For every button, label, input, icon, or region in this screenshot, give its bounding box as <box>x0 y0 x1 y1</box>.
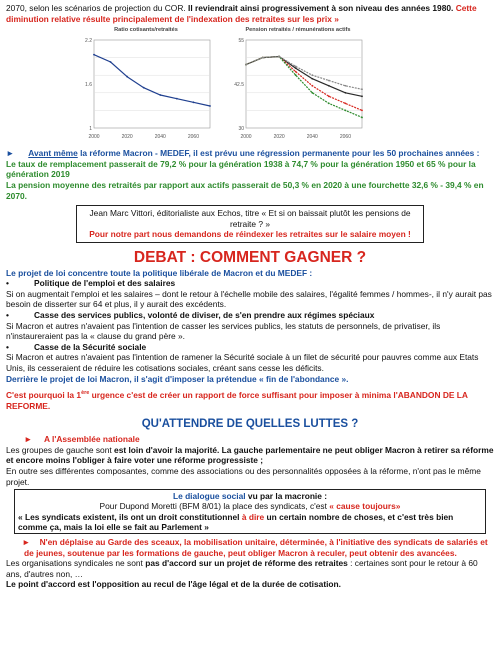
data-point <box>209 105 211 107</box>
dialogue-line2: Pour Dupond Moretti (BFM 8/01) la place des syndicats, c'est « cause toujours» <box>99 501 401 512</box>
arrow-icon: ► <box>24 434 33 445</box>
x-tick-label: 2000 <box>240 134 252 141</box>
bullet-icon: • <box>6 310 9 321</box>
debat-heading: DEBAT : COMMENT GAGNER ? <box>133 248 367 266</box>
data-point <box>295 66 297 68</box>
x-tick-label: 2020 <box>273 134 285 141</box>
x-tick-label: 2060 <box>187 134 199 141</box>
data-point <box>295 71 297 73</box>
emploi-text: Si on augmentait l'emploi et les salaires – dont le retour à l'échelle mobile des salaires, l'égalité femmes / hommes-, il n'y aurait pas besoin de disserter sur 64 et plus, il y aurait des excédents. <box>6 288 492 310</box>
chart-ratio-title: Ratio cotisants/retraités <box>114 27 178 34</box>
chart-pension-title: Pension retraités / rémunérations actifs <box>245 27 351 34</box>
data-point <box>328 103 330 105</box>
syndicats-p3: Le point d'accord est l'opposition au recul de l'âge légal et de la durée de cotisation. <box>6 579 341 590</box>
plot-area <box>94 40 210 128</box>
data-point <box>328 85 330 87</box>
data-point <box>245 64 247 66</box>
data-point <box>361 110 363 112</box>
data-point <box>93 54 95 56</box>
data-point <box>295 67 297 69</box>
syndicats-p2: Les organisations syndicales ne sont pas d'accord sur un projet de réforme des retraites : certaines sont pour le retour à 60 ans, d'autres non, … <box>6 558 478 579</box>
x-tick-label: 2020 <box>121 134 133 141</box>
y-tick-label: 2.2 <box>85 38 92 45</box>
data-point <box>193 102 195 104</box>
y-tick-label: 42.5 <box>234 82 244 89</box>
data-point <box>295 74 297 76</box>
data-point <box>311 78 313 80</box>
y-tick-label: 1 <box>89 126 92 133</box>
data-point <box>345 92 347 94</box>
intro-paragraph <box>6 3 494 24</box>
dialogue-title: Le dialogue social vu par la macronie : <box>172 491 328 502</box>
quote-box <box>76 205 424 243</box>
arrow-icon: ► <box>6 148 15 159</box>
y-tick-label: 55 <box>238 38 244 45</box>
y-tick-label: 30 <box>238 126 244 133</box>
data-point <box>328 80 330 82</box>
an-heading: ► A l'Assemblée nationale <box>24 434 140 445</box>
chart-pension <box>228 27 368 145</box>
urgence-text: C'est pourquoi la 1ère urgence c'est de créer un rapport de force suffisant pour imposer à minima l'ABANDON DE LA REFORME. <box>6 389 468 411</box>
data-point <box>143 87 145 89</box>
dialogue-quote: « Les syndicats existent, ils ont un droit constitutionnel à dire un certain nombre de choses, et c'est très bien comme ça, mais la loi elle se fait au Parlement » <box>18 511 454 532</box>
data-point <box>176 98 178 100</box>
bullet-icon: • <box>6 278 9 289</box>
data-point <box>126 76 128 78</box>
chart-ratio <box>76 27 216 145</box>
intro-bold: Il reviendrait ainsi progressivement à son niveau des années 1980. <box>188 3 456 13</box>
an-paragraph: Les groupes de gauche sont est loin d'avoir la majorité. La gauche parlementaire ne peut obliger Macron à retirer sa réforme et encore moins l'obliger à faire voter une réforme progressiste ; <box>6 444 494 466</box>
x-tick-label: 2000 <box>88 134 100 141</box>
quote-line1: Jean Marc Vittori, éditorialiste aux Echos, titre « Et si on baissait plutôt les pensions de retraite ? » <box>89 208 411 229</box>
pension-moyenne: La pension moyenne des retraités par rapport aux actifs passerait de 50,3 % en 2020 à une fourchette 32,6 % - 39,4 % en 2070. <box>6 179 484 201</box>
data-point <box>262 57 264 59</box>
data-point <box>345 85 347 87</box>
data-point <box>345 110 347 112</box>
dialogue-box <box>14 489 486 534</box>
arrow-icon: ► <box>22 536 31 547</box>
secu-text: Si Macron et autres n'avaient pas l'intention de ramener la Sécurité sociale à un filet de sécurité pour pauvres comme aux Etats Unis, ils cesseraient de réduire les cotisations sociales, créant sans cesse les déficits. <box>6 352 479 373</box>
data-point <box>278 56 280 58</box>
derriere-text: Derrière le projet de loi Macron, il s'agit d'imposer la prétendue « fin de l'abondance ». <box>6 373 349 384</box>
data-point <box>110 61 112 63</box>
data-point <box>361 89 363 91</box>
debat-intro: Le projet de loi concentre toute la politique libérale de Macron et du MEDEF : <box>6 267 313 278</box>
data-point <box>311 74 313 76</box>
syndicats-red: ► N'en déplaise au Garde des sceaux, la mobilisation unitaire, déterminée, à l'initiative des syndicats de salariés et de jeunes, soutenue par les formations de gauche, peut obliger Macron à reculer, peut obtenir des avancées. <box>22 536 488 558</box>
macron-lead <box>6 148 494 159</box>
luttes-heading: QU'ATTENDRE DE QUELLES LUTTES ? <box>141 418 359 431</box>
an-paragraph-2: En outre ses différentes composantes, comme des associations ou des personnalités opposées à la réforme, n'ont pas le même projet. <box>6 465 481 487</box>
y-tick-label: 1.6 <box>85 82 92 89</box>
chart-ratio-svg <box>76 34 216 144</box>
bullet-secu: • Casse de la Sécurité sociale <box>6 341 147 352</box>
data-point <box>311 92 313 94</box>
x-tick-label: 2040 <box>306 134 318 141</box>
data-point <box>345 103 347 105</box>
intro-text: 2070, selon les scénarios de projection du COR. <box>6 3 189 13</box>
data-point <box>328 96 330 98</box>
macron-lead-rest: la réforme Macron - MEDEF, il est prévu une régression permanente pour les 50 prochaines années : <box>77 148 480 159</box>
data-point <box>361 96 363 98</box>
macron-lead-underlined: Avant même <box>28 148 78 159</box>
plot-area <box>246 40 362 128</box>
bullet-services: • Casse des services publics, volonté de diviser, de s'en prendre aux régimes spéciaux <box>6 310 375 321</box>
x-tick-label: 2060 <box>339 134 351 141</box>
data-point <box>361 117 363 119</box>
quote-demand: Pour notre part nous demandons de réindexer les retraites sur le salaire moyen ! <box>89 229 411 240</box>
intro-red: Cette diminution relative résulte principalement de l'indexation des retraites sur les prix » <box>6 3 477 24</box>
data-point <box>159 94 161 96</box>
data-point <box>311 85 313 87</box>
taux-remplacement: Le taux de remplacement passerait de 79,2 % pour la génération 1938 à 74,7 % pour la génération 1950 et 65 % pour la génération 2019 <box>6 158 476 180</box>
charts-row <box>76 27 494 145</box>
bullet-icon: • <box>6 341 9 352</box>
x-tick-label: 2040 <box>154 134 166 141</box>
chart-pension-svg <box>228 34 368 144</box>
bullet-emploi: • Politique de l'emploi et des salaires <box>6 278 176 289</box>
services-text: Si Macron et autres n'avaient pas l'intention de casser les services publics, les statuts de personnels, de privatiser, ils n'instaureraient pas la « clause du grand père ». <box>6 320 441 342</box>
